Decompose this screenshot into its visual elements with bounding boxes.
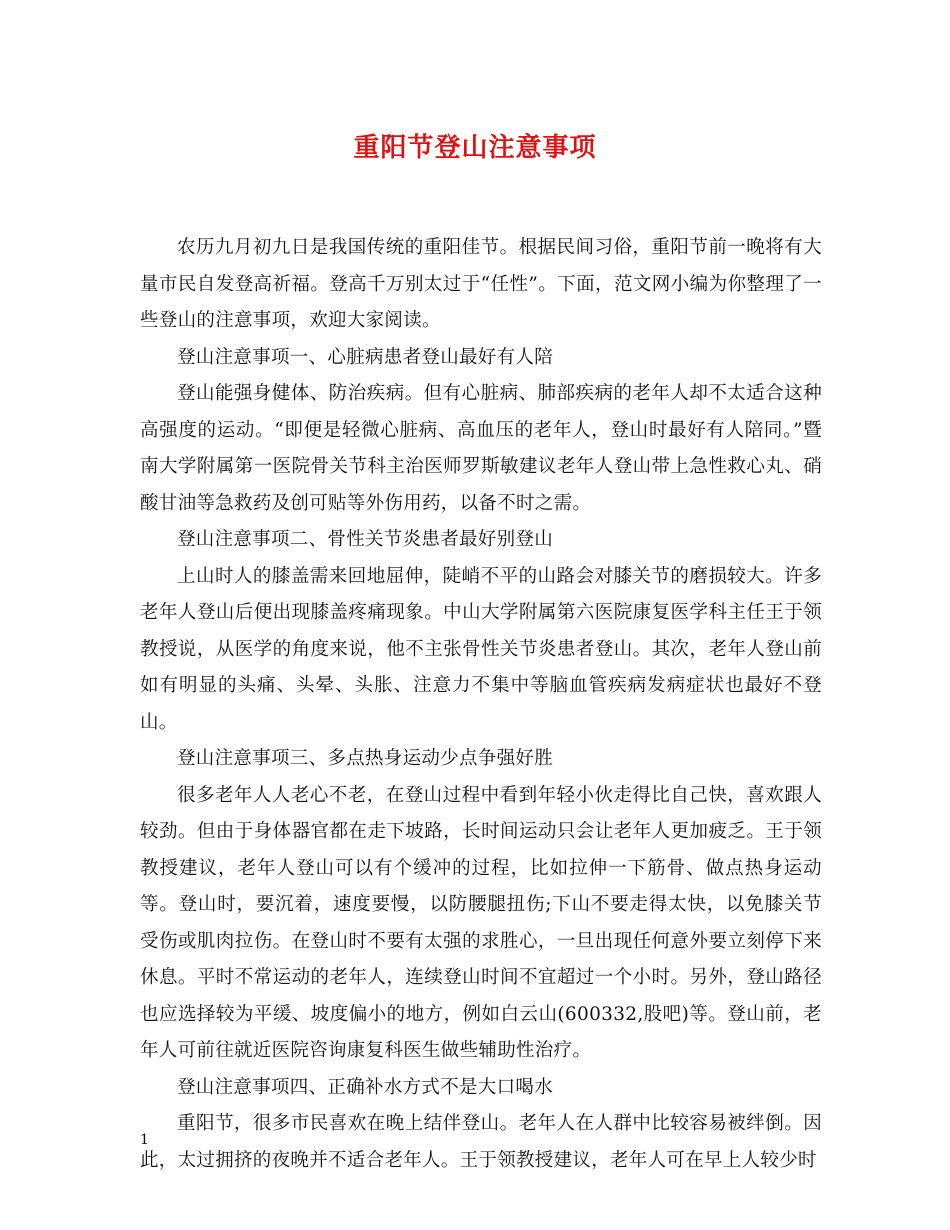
section-heading-1: 登山注意事项一、心脏病患者登山最好有人陪 xyxy=(177,346,554,368)
paragraph-intro: 农历九月初九日是我国传统的重阳佳节。根据民间习俗，重阳节前一晚将有大量市民自发登高祈福。登高千万别太过于“任性”。下面，范文网小编为你整理了一些登山的注意事项，欢迎大家阅读。 xyxy=(140,237,822,331)
paragraph-section-4: 重阳节，很多市民喜欢在晚上结伴登山。老年人在人群中比较容易被绊倒。因此，太过拥挤的夜晚并不适合老年人。王于领教授建议，老年人可在早上人较少时 xyxy=(140,1113,822,1171)
page-title: 重阳节登山注意事项 xyxy=(353,133,597,163)
paragraph-section-1: 登山能强身健体、防治疾病。但有心脏病、肺部疾病的老年人却不太适合这种高强度的运动。“即便是轻微心脏病、高血压的老年人，登山时最好有人陪同。”暨南大学附属第一医院骨关节科主治医师罗斯敏建议老年人登山带上急性救心丸、硝酸甘油等急救药及创可贴等外伤用药，以备不时之需。 xyxy=(140,383,822,514)
paragraph-section-2: 上山时人的膝盖需来回地屈伸，陡峭不平的山路会对膝关节的磨损较大。许多老年人登山后便出现膝盖疼痛现象。中山大学附属第六医院康复医学科主任王于领教授说，从医学的角度来说，他不主张骨性关节炎患者登山。其次，老年人登山前如有明显的头痛、头晕、头胀、注意力不集中等脑血管疾病发病症状也最好不登山。 xyxy=(140,565,822,733)
section-heading-4: 登山注意事项四、正确补水方式不是大口喝水 xyxy=(177,1076,554,1098)
section-heading-2: 登山注意事项二、骨性关节炎患者最好别登山 xyxy=(177,529,554,550)
page-number: 1 xyxy=(140,1132,149,1148)
section-heading-3: 登山注意事项三、多点热身运动少点争强好胜 xyxy=(177,748,554,769)
document-body xyxy=(140,230,822,1179)
paragraph-section-3: 很多老年人人老心不老，在登山过程中看到年轻小伙走得比自己快，喜欢跟人较劲。但由于身体器官都在走下坡路，长时间运动只会让老年人更加疲乏。王于领教授建议，老年人登山可以有个缓冲的过程，比如拉伸一下筋骨、做点热身运动等。登山时，要沉着，速度要慢，以防腰腿扭伤;下山不要走得太快，以免膝关节受伤或肌肉拉伤。在登山时不要有太强的求胜心，一旦出现任何意外要立刻停下来休息。平时不常运动的老年人，连续登山时间不宜超过一个小时。另外，登山路径也应选择较为平缓、坡度偏小的地方，例如白云山(600332,股吧)等。登山前，老年人可前往就近医院咨询康复科医生做些辅助性治疗。 xyxy=(140,784,822,1061)
